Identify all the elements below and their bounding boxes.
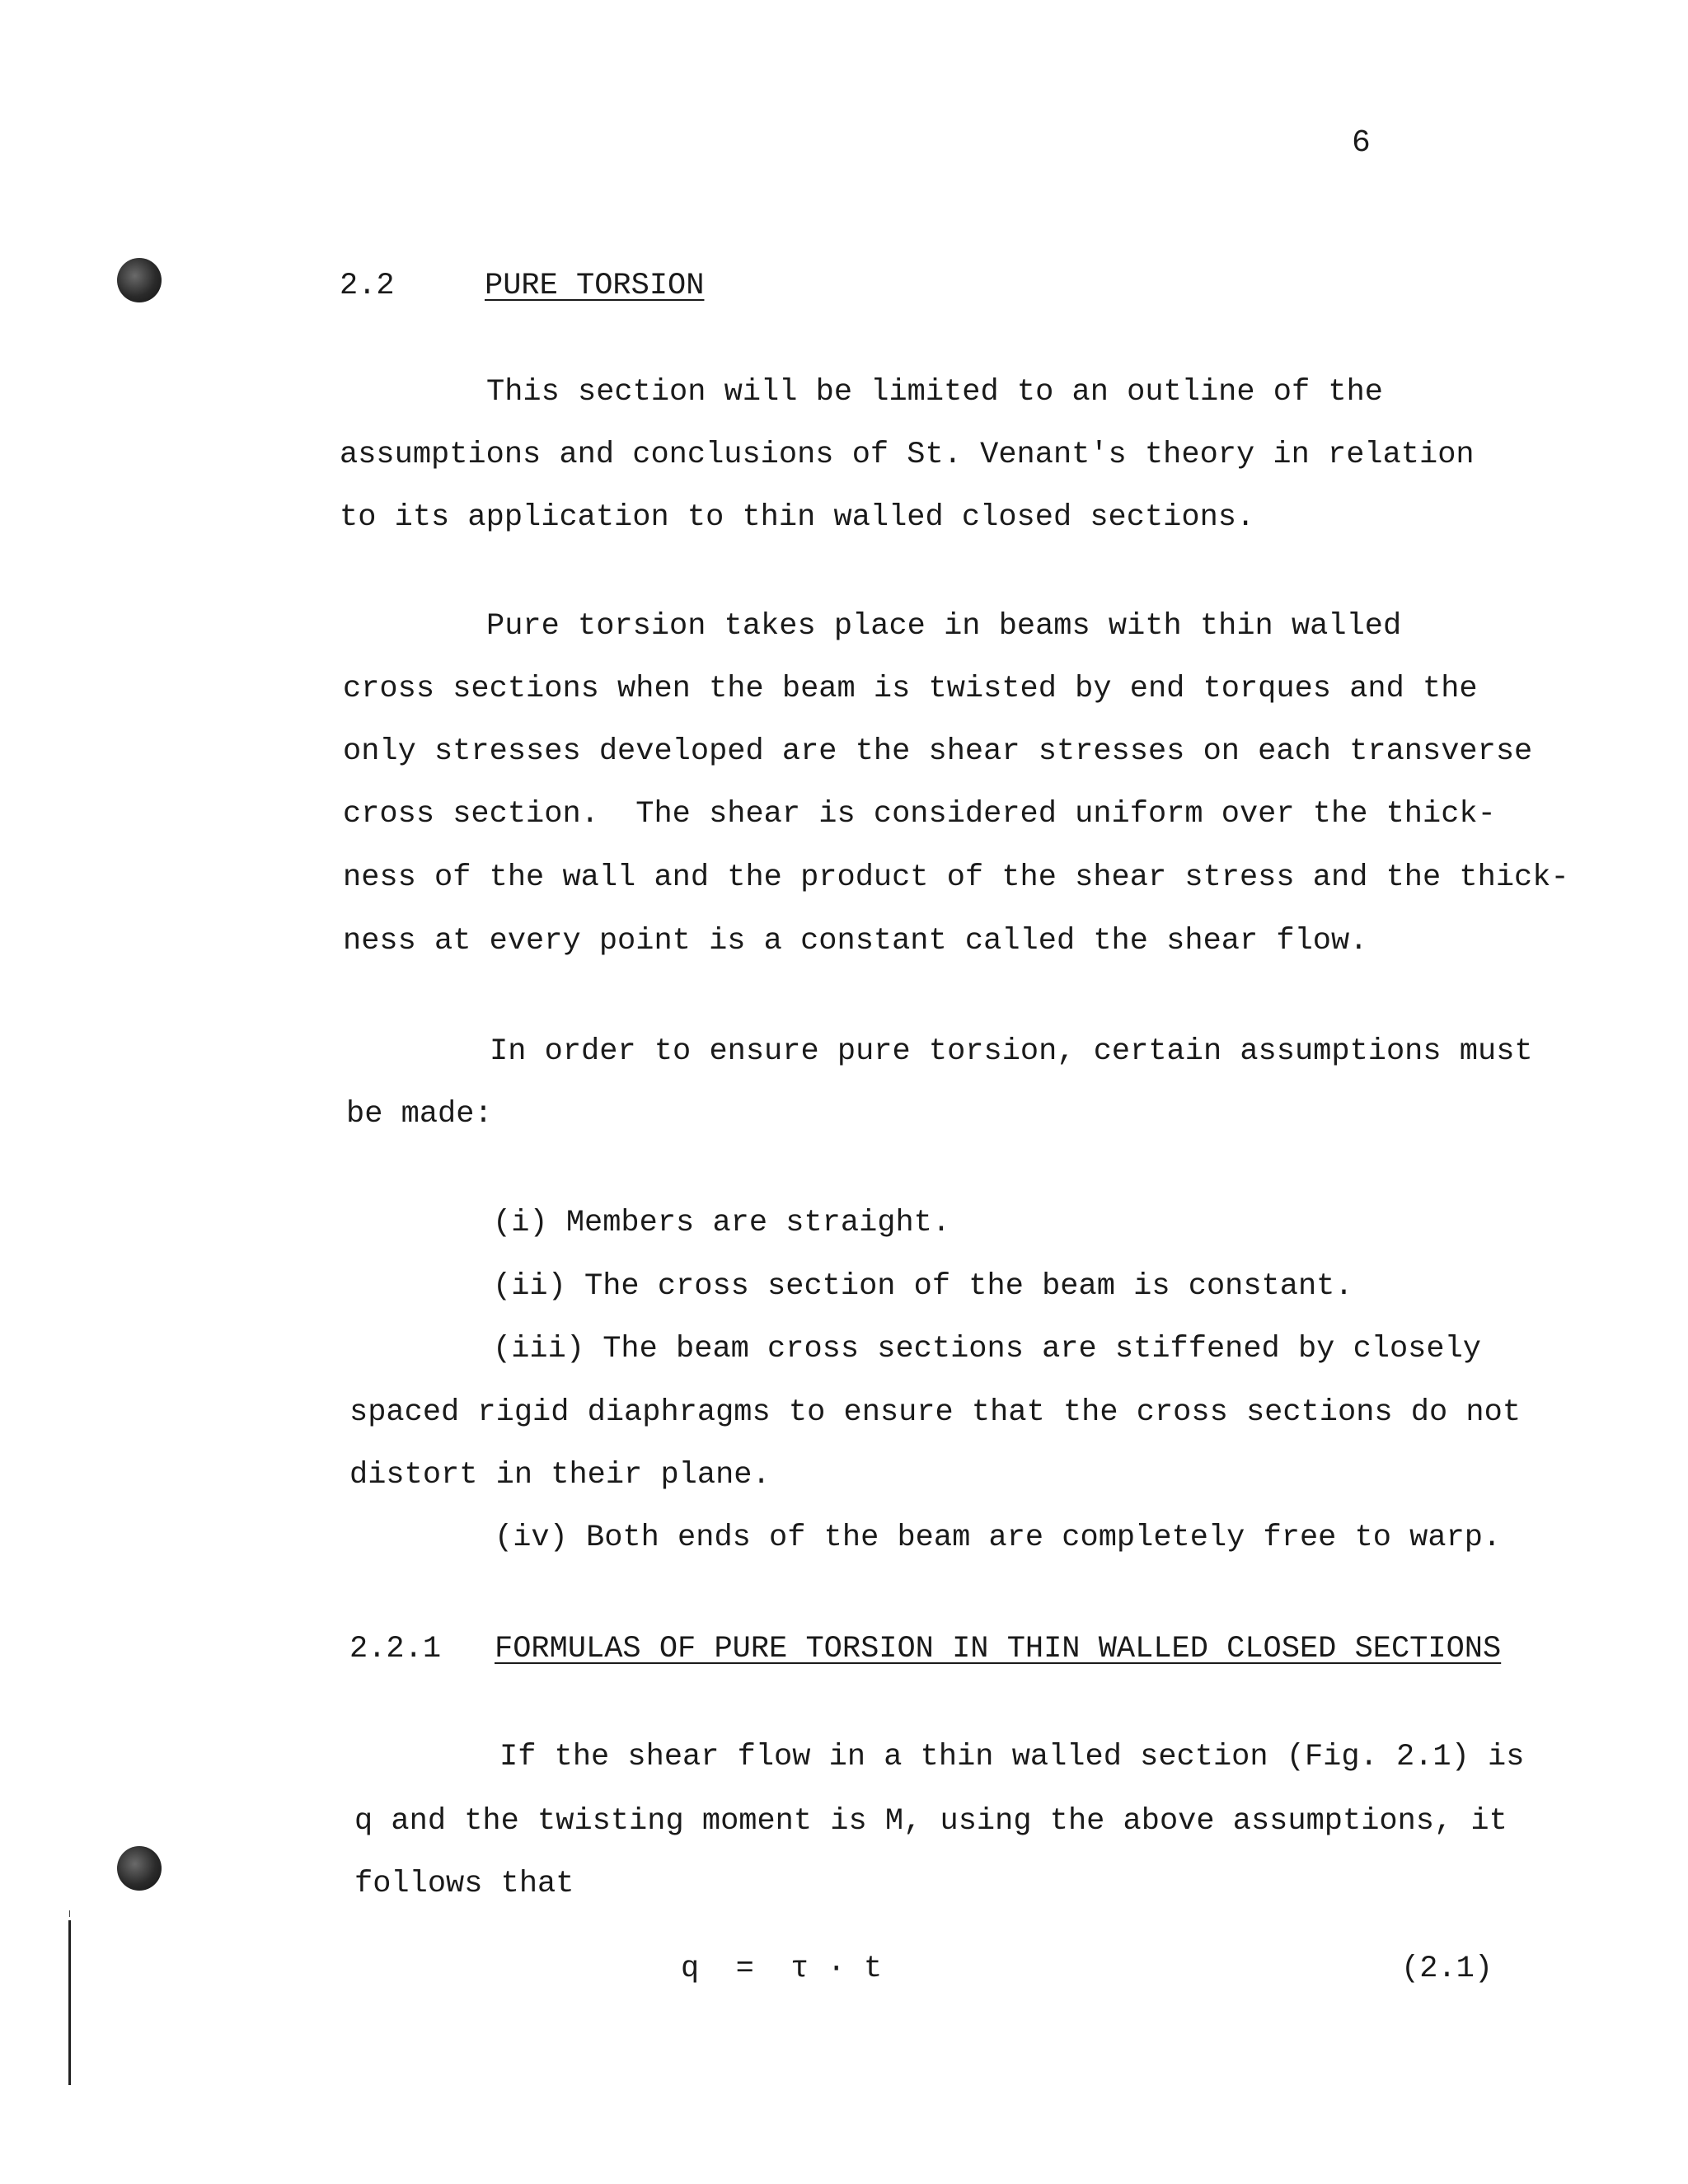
equation-number: (2.1) — [1401, 1952, 1493, 1986]
paragraph-line: only stresses developed are the shear stresses on each transverse — [343, 734, 1533, 769]
page-number: 6 — [1352, 125, 1371, 161]
binding-line — [68, 1920, 71, 2085]
paragraph-line: q and the twisting moment is M, using the above assumptions, it — [354, 1804, 1507, 1839]
paragraph-line: cross sections when the beam is twisted by end torques and the — [343, 672, 1478, 706]
assumption-item: (iii) The beam cross sections are stiffened by closely — [493, 1332, 1481, 1366]
paragraph-line: In order to ensure pure torsion, certain assumptions must — [490, 1034, 1533, 1069]
paragraph-line: This section will be limited to an outline of the — [486, 375, 1383, 410]
section-number: 2.2 — [340, 269, 395, 303]
paragraph-line: assumptions and conclusions of St. Venant's theory in relation — [340, 438, 1475, 472]
binding-tick — [69, 1910, 70, 1917]
paragraph-line: to its application to thin walled closed sections. — [340, 500, 1255, 535]
paragraph-line: cross section. The shear is considered uniform over the thick- — [343, 797, 1496, 832]
subsection-title: FORMULAS OF PURE TORSION IN THIN WALLED CLOSED SECTIONS — [495, 1632, 1502, 1666]
assumption-item: spaced rigid diaphragms to ensure that the cross sections do not — [349, 1395, 1522, 1430]
paragraph-line: Pure torsion takes place in beams with thin walled — [486, 609, 1402, 644]
equation: q = τ · t — [681, 1952, 883, 1986]
punch-hole-top — [117, 258, 162, 302]
subsection-number: 2.2.1 — [349, 1632, 442, 1666]
assumption-item: distort in their plane. — [349, 1458, 771, 1493]
assumption-item: (iv) Both ends of the beam are completely free to warp. — [495, 1521, 1502, 1555]
paragraph-line: If the shear flow in a thin walled section (Fig. 2.1) is — [499, 1740, 1525, 1774]
paragraph-line: ness at every point is a constant called the shear flow. — [343, 924, 1368, 958]
section-title: PURE TORSION — [485, 269, 705, 303]
paragraph-line: be made: — [346, 1097, 493, 1132]
paragraph-line: follows that — [354, 1867, 574, 1901]
assumption-item: (i) Members are straight. — [493, 1206, 951, 1240]
punch-hole-bottom — [117, 1846, 162, 1891]
paragraph-line: ness of the wall and the product of the shear stress and the thick- — [343, 860, 1569, 895]
assumption-item: (ii) The cross section of the beam is constant. — [493, 1269, 1353, 1304]
